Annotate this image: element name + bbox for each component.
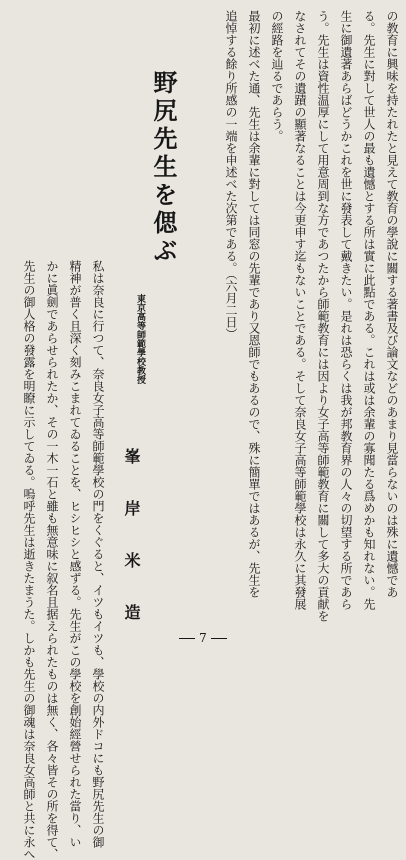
text-column: 私は奈良に行つて、奈良女子高等師範學校の門をくぐると、イツもイツも、學校の内外ドコにも野尻先生の御 bbox=[91, 260, 105, 848]
author-affiliation: 東京高等師範學校教授 bbox=[135, 294, 145, 384]
text-column: 先生の御人格の發露を明瞭に示してゐる。嗚呼先生は逝きたまうた。しかも先生の御魂は奈良女高師と共に永へ bbox=[22, 260, 36, 860]
author-name: 峯 岸 米 造 bbox=[122, 448, 141, 630]
text-column: 追悼する餘り所感の一端を申述べた次第である。（六月二日） bbox=[224, 10, 238, 340]
essay-title: 野尻先生を偲ぶ bbox=[149, 70, 178, 266]
text-column: の經路を辿るであらう。 bbox=[270, 10, 284, 142]
text-column: 精神が普く且深く刻みこまれてゐることを、ヒシヒシと感ずる。先生がこの學校を創始經營せられた當り、い bbox=[68, 260, 82, 848]
dash-rule bbox=[211, 638, 227, 639]
text-column: 最初に述べた通、先生は余輩に對しては同窓の先輩であり又恩師でもあるので、殊に簡單ではあるが、先生を bbox=[247, 10, 261, 598]
page-number: 7 bbox=[199, 631, 207, 645]
text-column: う。先生は資性温厚にして用意周到な方であつたから師範教育には因より女子高等師範教育に關して多大の貢献を bbox=[316, 10, 330, 622]
text-column: 生に御遺著あらばどうかこれを世に發表して戴きたい。是れは恐らくは我が邦教育界の人々の切望する所であら bbox=[339, 10, 353, 610]
text-column: なされてその遺蹟の顯著なることは今更申す迄もないことである。そして奈良女子高等師範學校は永久に其發展 bbox=[293, 10, 307, 610]
text-column: る。先生に對して世人の最も遺憾とする所は實に此點である。これは或は余輩の寡聞たる爲めかも知れない。先 bbox=[362, 10, 376, 610]
dash-rule bbox=[179, 638, 195, 639]
text-column: かに眞劍であらせられたか、その一木一石と雖も無意味に叙名且据えられたものは無く、各々皆その所を得て、 bbox=[45, 260, 59, 860]
page-footer bbox=[0, 628, 406, 648]
text-column: の教育に興味を持たれたと見えて教育の學說に關する著書及び論文などのあまり見當らないのは殊に遺憾であ bbox=[385, 10, 399, 598]
